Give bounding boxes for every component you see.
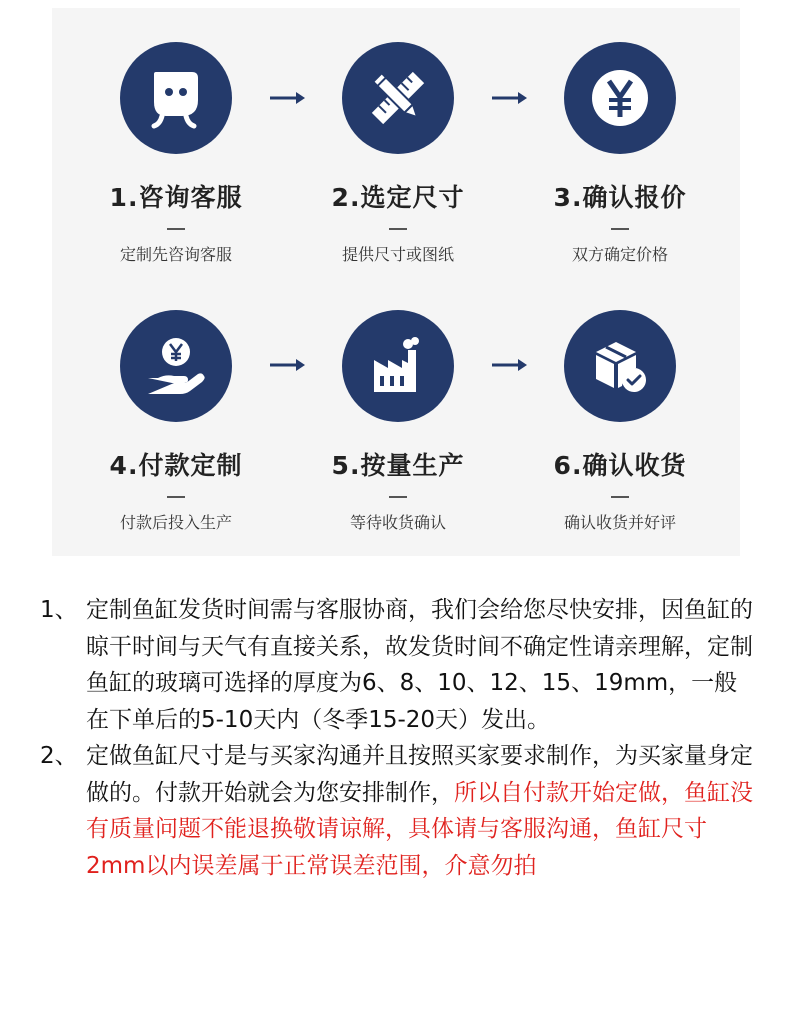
step-receipt bbox=[530, 310, 710, 533]
step-subtitle: 确认收货并好评 bbox=[563, 513, 676, 532]
step-title: 6.确认收货 bbox=[553, 451, 687, 480]
step-title: 4.付款定制 bbox=[109, 451, 243, 480]
pencil-ruler-icon bbox=[367, 67, 429, 129]
divider bbox=[389, 496, 407, 498]
step-production bbox=[308, 310, 488, 533]
note-number: 1、 bbox=[40, 597, 78, 623]
step-size bbox=[308, 42, 488, 265]
arrow-right-icon bbox=[492, 358, 528, 372]
step-title: 3.确认报价 bbox=[553, 183, 687, 212]
divider bbox=[167, 496, 185, 498]
step-icon-circle bbox=[342, 42, 454, 154]
note-item bbox=[40, 592, 760, 738]
note-number: 2、 bbox=[40, 743, 78, 769]
step-icon-circle bbox=[564, 42, 676, 154]
note-text: 定做鱼缸尺寸是与买家沟通并且按照买家要求制作，为买家量身定做的。付款开始就会为您安排制作， bbox=[86, 743, 753, 806]
package-check-icon bbox=[590, 336, 650, 396]
yen-coin-icon bbox=[590, 68, 650, 128]
note-text: 定制鱼缸发货时间需与客服协商，我们会给您尽快安排，因鱼缸的晾干时间与天气有直接关系，故发货时间不确定性请亲理解，定制鱼缸的玻璃可选择的厚度为6、8、10、12、15、19mm，一般在下单后的5-10天内（冬季15-20天）发出。 bbox=[86, 597, 753, 733]
divider bbox=[389, 228, 407, 230]
step-title: 1.咨询客服 bbox=[109, 183, 243, 212]
step-title: 2.选定尺寸 bbox=[331, 183, 465, 212]
step-payment bbox=[86, 310, 266, 533]
divider bbox=[611, 228, 629, 230]
step-subtitle: 提供尺寸或图纸 bbox=[341, 245, 454, 264]
step-subtitle: 付款后投入生产 bbox=[119, 513, 232, 532]
step-icon-circle bbox=[342, 310, 454, 422]
step-consult bbox=[86, 42, 266, 265]
arrow-right-icon bbox=[492, 91, 528, 105]
note-warning-text: 所以自付款开始定做，鱼缸没有质量问题不能退换敬请谅解，具体请与客服沟通，鱼缸尺寸2mm以内误差属于正常误差范围，介意勿拍 bbox=[86, 779, 753, 879]
notes-section bbox=[40, 592, 760, 884]
step-subtitle: 双方确定价格 bbox=[571, 245, 668, 264]
factory-icon bbox=[368, 336, 428, 396]
note-item bbox=[40, 738, 760, 884]
arrow-right-icon bbox=[270, 91, 306, 105]
divider bbox=[611, 496, 629, 498]
step-icon-circle bbox=[120, 310, 232, 422]
arrow-right-icon bbox=[270, 358, 306, 372]
step-subtitle: 等待收货确认 bbox=[349, 513, 446, 532]
step-icon-circle bbox=[564, 310, 676, 422]
chat-face-icon bbox=[146, 66, 206, 130]
divider bbox=[167, 228, 185, 230]
hand-yen-icon bbox=[144, 336, 208, 396]
step-title: 5.按量生产 bbox=[331, 451, 465, 480]
step-subtitle: 定制先咨询客服 bbox=[119, 245, 232, 264]
step-quote bbox=[530, 42, 710, 265]
step-icon-circle bbox=[120, 42, 232, 154]
